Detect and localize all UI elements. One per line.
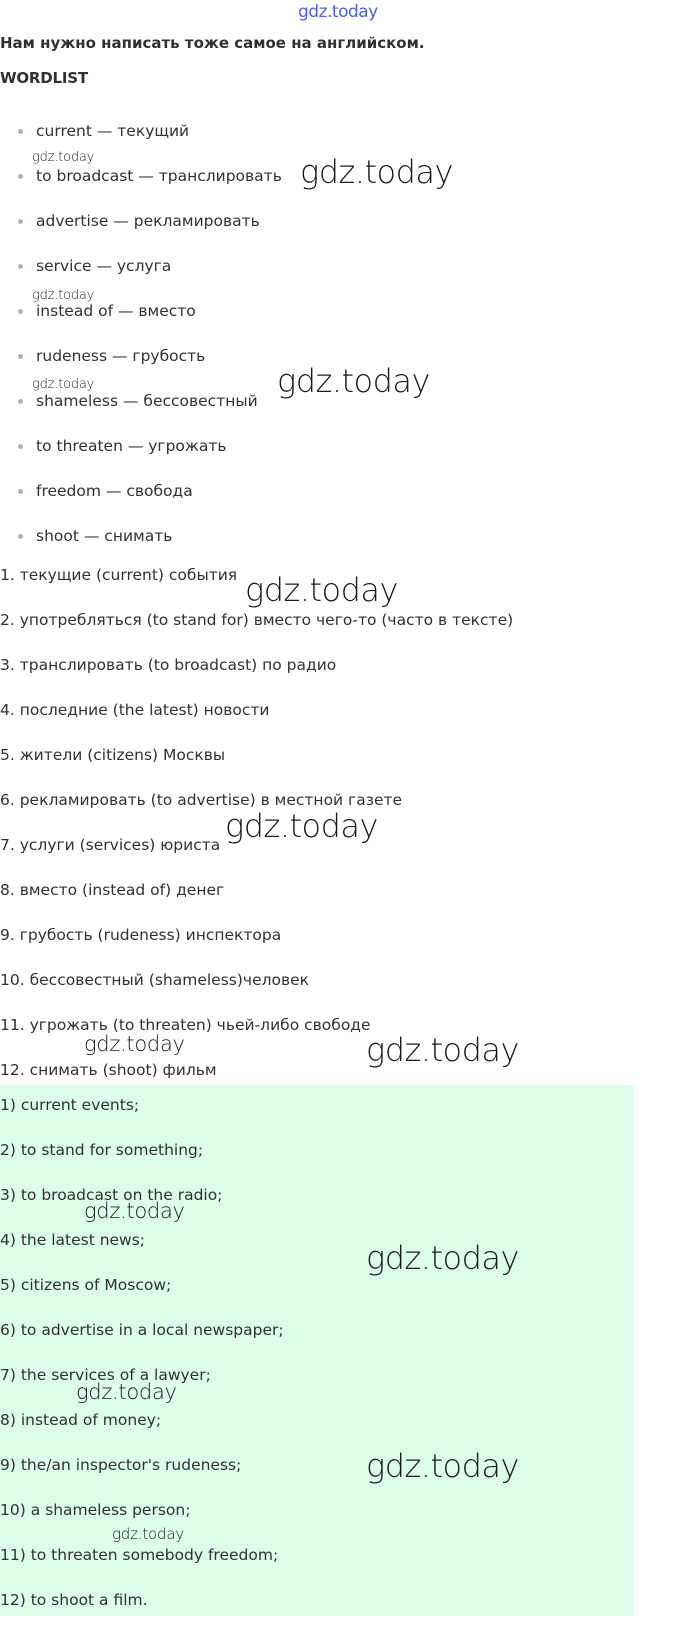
watermark: gdz.today xyxy=(366,1239,519,1277)
wordlist-item-text: service — услуга xyxy=(36,257,172,275)
task-instruction: Нам нужно написать тоже самое на английском. xyxy=(0,34,425,52)
bullet-icon xyxy=(18,534,23,539)
wordlist-item-text: shoot — снимать xyxy=(36,527,173,545)
bullet-icon xyxy=(18,399,23,404)
russian-phrase: 12. снимать (shoot) фильм xyxy=(0,1061,217,1079)
russian-phrase: 6. рекламировать (to advertise) в местной газете xyxy=(0,791,403,809)
watermark: gdz.today xyxy=(112,1525,185,1543)
answer-line: 3) to broadcast on the radio; xyxy=(0,1186,223,1204)
russian-phrase: 3. транслировать (to broadcast) по радио xyxy=(0,656,337,674)
answer-line: 5) citizens of Moscow; xyxy=(0,1276,172,1294)
wordlist-item-text: advertise — рекламировать xyxy=(36,212,260,230)
russian-phrase: 5. жители (citizens) Москвы xyxy=(0,746,226,764)
watermark: gdz.today xyxy=(32,288,95,303)
wordlist-item xyxy=(0,211,680,256)
bullet-icon xyxy=(18,129,23,134)
wordlist-item-text: current — текущий xyxy=(36,122,190,140)
wordlist-item xyxy=(0,256,680,301)
watermark: gdz.today xyxy=(366,1031,519,1069)
russian-phrase: 1. текущие (current) события xyxy=(0,566,238,584)
answer-list xyxy=(0,1095,284,1635)
answer-line: 8) instead of money; xyxy=(0,1411,162,1429)
russian-phrase: 11. угрожать (to threaten) чьей-либо свободе xyxy=(0,1016,371,1034)
russian-phrase: 7. услуги (services) юриста xyxy=(0,836,221,854)
wordlist-item xyxy=(0,481,680,526)
watermark: gdz.today xyxy=(84,1032,185,1056)
watermark: gdz.today xyxy=(32,377,95,392)
russian-phrase: 2. употребляться (to stand for) вместо чего-то (часто в тексте) xyxy=(0,611,514,629)
answer-line: 10) a shameless person; xyxy=(0,1501,191,1519)
bullet-icon xyxy=(18,174,23,179)
answer-line: 11) to threaten somebody freedom; xyxy=(0,1546,279,1564)
watermark: gdz.today xyxy=(366,1447,519,1485)
answer-line: 7) the services of a lawyer; xyxy=(0,1366,211,1384)
watermark: gdz.today xyxy=(76,1380,177,1404)
watermark: gdz.today xyxy=(225,807,378,845)
wordlist-item-text: to threaten — угрожать xyxy=(36,437,227,455)
wordlist-item-text: shameless — бессовестный xyxy=(36,392,258,410)
bullet-icon xyxy=(18,219,23,224)
answer-line: 4) the latest news; xyxy=(0,1231,146,1249)
russian-phrase: 10. бессовестный (shameless)человек xyxy=(0,971,310,989)
wordlist-item-text: freedom — свобода xyxy=(36,482,193,500)
bullet-icon xyxy=(18,444,23,449)
answer-line: 9) the/an inspector's rudeness; xyxy=(0,1456,242,1474)
answer-line: 6) to advertise in a local newspaper; xyxy=(0,1321,284,1339)
answer-box xyxy=(0,1085,633,1616)
wordlist-item xyxy=(0,301,680,346)
russian-phrase: 4. последние (the latest) новости xyxy=(0,701,270,719)
wordlist-heading: WORDLIST xyxy=(0,69,88,87)
answer-line: 2) to stand for something; xyxy=(0,1141,204,1159)
answer-line: 12) to shoot a film. xyxy=(0,1591,148,1609)
russian-phrase: 8. вместо (instead of) денег xyxy=(0,881,225,899)
watermark: gdz.today xyxy=(32,150,95,165)
site-logo[interactable]: gdz.today xyxy=(298,2,378,22)
watermark: gdz.today xyxy=(300,153,453,191)
wordlist-item xyxy=(0,436,680,481)
russian-phrase: 9. грубость (rudeness) инспектора xyxy=(0,926,282,944)
bullet-icon xyxy=(18,264,23,269)
watermark: gdz.today xyxy=(245,571,398,609)
bullet-icon xyxy=(18,354,23,359)
bullet-icon xyxy=(18,489,23,494)
wordlist-item-text: to broadcast — транслировать xyxy=(36,167,282,185)
watermark: gdz.today xyxy=(84,1199,185,1223)
watermark: gdz.today xyxy=(277,362,430,400)
bullet-icon xyxy=(18,309,23,314)
wordlist-item-text: rudeness — грубость xyxy=(36,347,206,365)
answer-line: 1) current events; xyxy=(0,1096,140,1114)
wordlist-item-text: instead of — вместо xyxy=(36,302,196,320)
